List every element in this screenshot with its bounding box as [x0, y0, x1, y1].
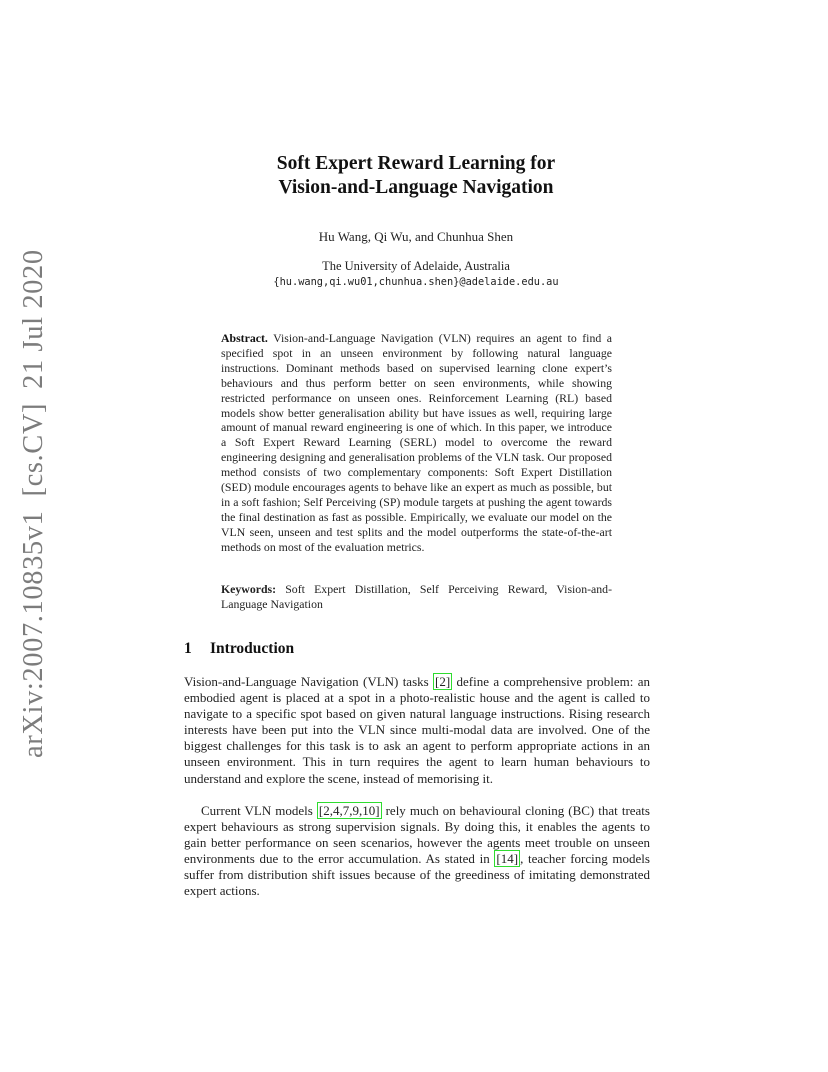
keywords-text: Soft Expert Distillation, Self Perceiving Reward, Vision-and-Language Navigation — [221, 582, 612, 611]
paragraph-2-text-c: , teacher forcing models suffer from distribution shift issues because of the greediness of imitating demonstrated expert actions. — [184, 851, 650, 899]
section-heading-introduction — [184, 640, 644, 658]
abstract-text: Vision-and-Language Navigation (VLN) requires an agent to find a specified spot in an unseen environment by following natural language instructions. Dominant methods based on supervised learning clone expert’s behaviours and thus perform better on seen environments, while showing restricted performance on unseen ones. Reinforcement Learning (RL) based models show better generalisation ability but have issues as well, requiring large amount of manual reward engineering is one of which. In this paper, we introduce a Soft Expert Reward Learning (SERL) model to overcome the reward engineering designing and generalisation problems of the VLN task. Our proposed method consists of two complementary components: Soft Expert Distillation (SED) module encourages agents to behave like an expert as much as possible, but in a soft fashion; Self Perceiving (SP) module targets at pushing the agent towards the final destination as fast as possible. Empirically, we evaluate our model on the VLN seen, unseen and test splits and the model outperforms the state-of-the-art methods on most of the evaluation metrics. — [221, 331, 612, 554]
citation-link-group[interactable]: [2,4,7,9,10] — [318, 803, 380, 818]
intro-paragraph-2 — [184, 803, 650, 900]
paper-authors: Hu Wang, Qi Wu, and Chunhua Shen — [318, 229, 514, 244]
author-affiliation — [150, 258, 682, 290]
abstract — [221, 331, 612, 555]
keywords-label: Keywords: — [221, 582, 277, 596]
arxiv-id: arXiv:2007.10835v1 — [18, 510, 49, 758]
section-number: 1 — [184, 640, 192, 657]
arxiv-identifier-stamp — [18, 249, 50, 758]
author-emails: {hu.wang,qi.wu01,chunhua.shen}@adelaide.edu.au — [273, 276, 559, 288]
intro-paragraph-1 — [184, 674, 650, 787]
keywords — [221, 582, 612, 612]
citation-link[interactable]: [2] — [435, 674, 451, 689]
paper-title-line-1: Soft Expert Reward Learning for — [276, 153, 556, 174]
paragraph-1-text-a: Vision-and-Language Navigation (VLN) tasks — [184, 674, 434, 689]
paragraph-2-text-b: rely much on behavioural cloning (BC) that treats expert behaviours as strong supervision signals. By doing this, it enables the agents to gain better performance on seen scenarios, however the agents meet trouble on unseen environments due to the error accumulation. As stated in — [184, 803, 650, 867]
arxiv-date: 21 Jul 2020 — [18, 249, 49, 389]
paragraph-2-text-a: Current VLN models — [201, 803, 317, 818]
paper-title-line-2: Vision-and-Language Navigation — [278, 177, 554, 198]
citation-link[interactable]: [14] — [496, 851, 519, 867]
arxiv-category: [cs.CV] — [18, 402, 49, 497]
affiliation-institution: The University of Adelaide, Australia — [322, 259, 510, 273]
paragraph-1-text-b: define a comprehensive problem: an embodied agent is placed at a spot in a photo-realistic house and the agent is called to navigate to a specific spot based on given natural language instructions. Rising research interests have been put into the VLN since multi-modal data are involved. One of the biggest challenges for this task is to ask an agent to perform appropriate actions in an unseen environment. This in turn requires the agent to learn human behaviours to understand and explore the scene, instead of memorising it. — [184, 674, 650, 786]
section-title: Introduction — [210, 640, 295, 657]
abstract-label: Abstract. — [221, 331, 268, 345]
paper-title — [150, 152, 682, 200]
